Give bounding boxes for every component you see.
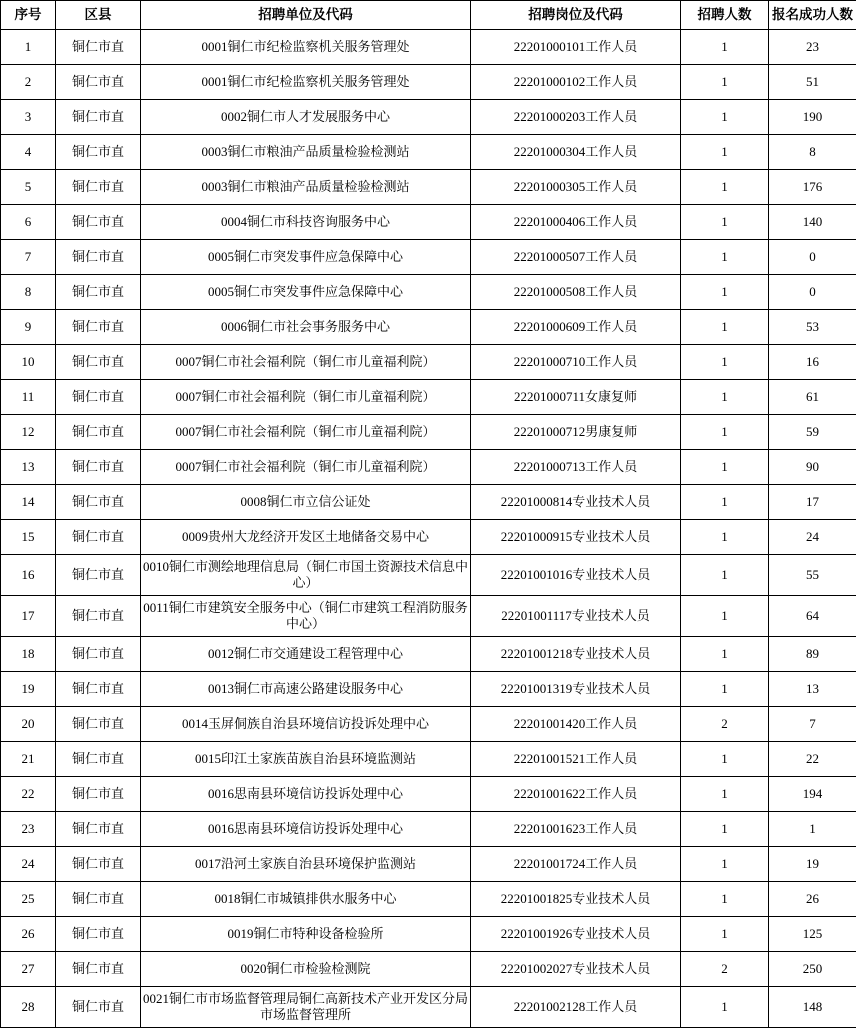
cell-index: 2	[1, 65, 56, 100]
cell-applicant-count: 7	[769, 707, 856, 742]
cell-area: 铜仁市直	[56, 240, 141, 275]
table-row	[1, 987, 856, 1028]
cell-index: 11	[1, 380, 56, 415]
cell-post: 22201000915专业技术人员	[471, 520, 681, 555]
cell-applicant-count: 17	[769, 485, 856, 520]
cell-unit: 0014玉屏侗族自治县环境信访投诉处理中心	[141, 707, 471, 742]
cell-area: 铜仁市直	[56, 30, 141, 65]
table-row	[1, 415, 856, 450]
cell-recruit-count: 1	[681, 485, 769, 520]
table-row	[1, 30, 856, 65]
cell-post: 22201000713工作人员	[471, 450, 681, 485]
cell-unit: 0016思南县环境信访投诉处理中心	[141, 812, 471, 847]
table-row	[1, 882, 856, 917]
table-row	[1, 450, 856, 485]
cell-index: 17	[1, 596, 56, 637]
cell-index: 9	[1, 310, 56, 345]
cell-unit: 0016思南县环境信访投诉处理中心	[141, 777, 471, 812]
cell-post: 22201000814专业技术人员	[471, 485, 681, 520]
cell-unit: 0005铜仁市突发事件应急保障中心	[141, 240, 471, 275]
cell-area: 铜仁市直	[56, 415, 141, 450]
table-row	[1, 672, 856, 707]
cell-recruit-count: 1	[681, 520, 769, 555]
cell-post: 22201001218专业技术人员	[471, 637, 681, 672]
cell-area: 铜仁市直	[56, 555, 141, 596]
cell-recruit-count: 1	[681, 380, 769, 415]
cell-applicant-count: 0	[769, 275, 856, 310]
table-row	[1, 100, 856, 135]
table-row	[1, 310, 856, 345]
cell-post: 22201000609工作人员	[471, 310, 681, 345]
cell-applicant-count: 22	[769, 742, 856, 777]
cell-recruit-count: 1	[681, 777, 769, 812]
cell-applicant-count: 23	[769, 30, 856, 65]
cell-recruit-count: 1	[681, 742, 769, 777]
cell-recruit-count: 1	[681, 555, 769, 596]
cell-applicant-count: 140	[769, 205, 856, 240]
cell-recruit-count: 1	[681, 205, 769, 240]
cell-recruit-count: 2	[681, 707, 769, 742]
table-row	[1, 65, 856, 100]
table-row	[1, 847, 856, 882]
column-header-post: 招聘岗位及代码	[471, 1, 681, 30]
cell-post: 22201001319专业技术人员	[471, 672, 681, 707]
cell-index: 7	[1, 240, 56, 275]
cell-recruit-count: 1	[681, 345, 769, 380]
cell-unit: 0008铜仁市立信公证处	[141, 485, 471, 520]
cell-recruit-count: 1	[681, 637, 769, 672]
cell-unit: 0003铜仁市粮油产品质量检验检测站	[141, 135, 471, 170]
cell-index: 28	[1, 987, 56, 1028]
cell-index: 16	[1, 555, 56, 596]
cell-unit: 0007铜仁市社会福利院（铜仁市儿童福利院）	[141, 450, 471, 485]
cell-index: 6	[1, 205, 56, 240]
cell-applicant-count: 148	[769, 987, 856, 1028]
cell-area: 铜仁市直	[56, 882, 141, 917]
cell-recruit-count: 1	[681, 135, 769, 170]
cell-post: 22201001926专业技术人员	[471, 917, 681, 952]
cell-post: 22201000101工作人员	[471, 30, 681, 65]
cell-post: 22201001117专业技术人员	[471, 596, 681, 637]
cell-unit: 0018铜仁市城镇排供水服务中心	[141, 882, 471, 917]
cell-applicant-count: 90	[769, 450, 856, 485]
table-row	[1, 520, 856, 555]
cell-post: 22201000507工作人员	[471, 240, 681, 275]
cell-unit: 0004铜仁市科技咨询服务中心	[141, 205, 471, 240]
cell-unit: 0006铜仁市社会事务服务中心	[141, 310, 471, 345]
cell-post: 22201000406工作人员	[471, 205, 681, 240]
cell-applicant-count: 190	[769, 100, 856, 135]
cell-area: 铜仁市直	[56, 777, 141, 812]
table-header	[1, 1, 856, 30]
cell-recruit-count: 1	[681, 987, 769, 1028]
cell-post: 22201000710工作人员	[471, 345, 681, 380]
cell-recruit-count: 1	[681, 310, 769, 345]
cell-recruit-count: 1	[681, 596, 769, 637]
cell-recruit-count: 1	[681, 275, 769, 310]
cell-area: 铜仁市直	[56, 637, 141, 672]
cell-area: 铜仁市直	[56, 847, 141, 882]
table-row	[1, 555, 856, 596]
cell-index: 5	[1, 170, 56, 205]
cell-area: 铜仁市直	[56, 917, 141, 952]
cell-unit: 0007铜仁市社会福利院（铜仁市儿童福利院）	[141, 380, 471, 415]
cell-applicant-count: 59	[769, 415, 856, 450]
cell-index: 25	[1, 882, 56, 917]
cell-area: 铜仁市直	[56, 987, 141, 1028]
cell-unit: 0001铜仁市纪检监察机关服务管理处	[141, 65, 471, 100]
cell-applicant-count: 19	[769, 847, 856, 882]
cell-recruit-count: 1	[681, 240, 769, 275]
cell-area: 铜仁市直	[56, 742, 141, 777]
cell-post: 22201000711女康复师	[471, 380, 681, 415]
cell-area: 铜仁市直	[56, 485, 141, 520]
cell-unit: 0010铜仁市测绘地理信息局（铜仁市国土资源技术信息中心）	[141, 555, 471, 596]
cell-applicant-count: 194	[769, 777, 856, 812]
cell-applicant-count: 55	[769, 555, 856, 596]
cell-area: 铜仁市直	[56, 310, 141, 345]
cell-applicant-count: 16	[769, 345, 856, 380]
cell-applicant-count: 26	[769, 882, 856, 917]
table-row	[1, 380, 856, 415]
cell-recruit-count: 1	[681, 100, 769, 135]
cell-recruit-count: 2	[681, 952, 769, 987]
table-row	[1, 275, 856, 310]
cell-applicant-count: 61	[769, 380, 856, 415]
cell-post: 22201001016专业技术人员	[471, 555, 681, 596]
column-header-unit: 招聘单位及代码	[141, 1, 471, 30]
cell-recruit-count: 1	[681, 170, 769, 205]
cell-post: 22201000102工作人员	[471, 65, 681, 100]
cell-applicant-count: 89	[769, 637, 856, 672]
cell-unit: 0020铜仁市检验检测院	[141, 952, 471, 987]
cell-unit: 0001铜仁市纪检监察机关服务管理处	[141, 30, 471, 65]
cell-area: 铜仁市直	[56, 380, 141, 415]
cell-post: 22201001521工作人员	[471, 742, 681, 777]
cell-applicant-count: 13	[769, 672, 856, 707]
cell-index: 19	[1, 672, 56, 707]
column-header-recruit-count: 招聘人数	[681, 1, 769, 30]
cell-applicant-count: 125	[769, 917, 856, 952]
cell-unit: 0002铜仁市人才发展服务中心	[141, 100, 471, 135]
cell-applicant-count: 8	[769, 135, 856, 170]
table-body	[1, 30, 856, 1028]
cell-post: 22201000203工作人员	[471, 100, 681, 135]
cell-post: 22201000712男康复师	[471, 415, 681, 450]
cell-index: 21	[1, 742, 56, 777]
cell-applicant-count: 64	[769, 596, 856, 637]
cell-index: 20	[1, 707, 56, 742]
cell-area: 铜仁市直	[56, 170, 141, 205]
cell-index: 4	[1, 135, 56, 170]
cell-applicant-count: 24	[769, 520, 856, 555]
cell-unit: 0019铜仁市特种设备检验所	[141, 917, 471, 952]
table-row	[1, 205, 856, 240]
table-row	[1, 952, 856, 987]
column-header-area: 区县	[56, 1, 141, 30]
cell-unit: 0009贵州大龙经济开发区土地储备交易中心	[141, 520, 471, 555]
cell-unit: 0007铜仁市社会福利院（铜仁市儿童福利院）	[141, 345, 471, 380]
cell-post: 22201001420工作人员	[471, 707, 681, 742]
cell-index: 23	[1, 812, 56, 847]
cell-recruit-count: 1	[681, 450, 769, 485]
cell-applicant-count: 1	[769, 812, 856, 847]
cell-index: 13	[1, 450, 56, 485]
table-row	[1, 707, 856, 742]
cell-post: 22201000304工作人员	[471, 135, 681, 170]
cell-area: 铜仁市直	[56, 520, 141, 555]
cell-recruit-count: 1	[681, 847, 769, 882]
cell-recruit-count: 1	[681, 672, 769, 707]
cell-recruit-count: 1	[681, 415, 769, 450]
cell-index: 26	[1, 917, 56, 952]
cell-unit: 0015印江土家族苗族自治县环境监测站	[141, 742, 471, 777]
cell-area: 铜仁市直	[56, 450, 141, 485]
cell-index: 3	[1, 100, 56, 135]
cell-unit: 0003铜仁市粮油产品质量检验检测站	[141, 170, 471, 205]
cell-area: 铜仁市直	[56, 596, 141, 637]
table-row	[1, 170, 856, 205]
cell-index: 8	[1, 275, 56, 310]
cell-area: 铜仁市直	[56, 952, 141, 987]
cell-post: 22201002027专业技术人员	[471, 952, 681, 987]
cell-index: 15	[1, 520, 56, 555]
cell-area: 铜仁市直	[56, 275, 141, 310]
cell-area: 铜仁市直	[56, 672, 141, 707]
cell-index: 24	[1, 847, 56, 882]
cell-unit: 0017沿河土家族自治县环境保护监测站	[141, 847, 471, 882]
table-row	[1, 485, 856, 520]
cell-recruit-count: 1	[681, 65, 769, 100]
cell-index: 14	[1, 485, 56, 520]
cell-index: 22	[1, 777, 56, 812]
cell-index: 18	[1, 637, 56, 672]
header-row	[1, 1, 856, 30]
cell-area: 铜仁市直	[56, 812, 141, 847]
cell-index: 12	[1, 415, 56, 450]
table-row	[1, 742, 856, 777]
cell-applicant-count: 0	[769, 240, 856, 275]
cell-area: 铜仁市直	[56, 65, 141, 100]
cell-post: 22201002128工作人员	[471, 987, 681, 1028]
cell-recruit-count: 1	[681, 882, 769, 917]
table-row	[1, 596, 856, 637]
cell-post: 22201000305工作人员	[471, 170, 681, 205]
cell-applicant-count: 53	[769, 310, 856, 345]
table-row	[1, 345, 856, 380]
cell-area: 铜仁市直	[56, 345, 141, 380]
cell-recruit-count: 1	[681, 30, 769, 65]
cell-applicant-count: 176	[769, 170, 856, 205]
cell-applicant-count: 51	[769, 65, 856, 100]
cell-area: 铜仁市直	[56, 205, 141, 240]
cell-area: 铜仁市直	[56, 707, 141, 742]
cell-index: 1	[1, 30, 56, 65]
cell-post: 22201001825专业技术人员	[471, 882, 681, 917]
cell-applicant-count: 250	[769, 952, 856, 987]
table-row	[1, 135, 856, 170]
cell-unit: 0013铜仁市高速公路建设服务中心	[141, 672, 471, 707]
cell-recruit-count: 1	[681, 917, 769, 952]
table-row	[1, 637, 856, 672]
cell-index: 27	[1, 952, 56, 987]
cell-unit: 0012铜仁市交通建设工程管理中心	[141, 637, 471, 672]
cell-unit: 0005铜仁市突发事件应急保障中心	[141, 275, 471, 310]
column-header-applicant-count: 报名成功人数	[769, 1, 856, 30]
cell-recruit-count: 1	[681, 812, 769, 847]
cell-index: 10	[1, 345, 56, 380]
table-row	[1, 777, 856, 812]
cell-area: 铜仁市直	[56, 100, 141, 135]
column-header-index: 序号	[1, 1, 56, 30]
table-row	[1, 240, 856, 275]
cell-post: 22201001623工作人员	[471, 812, 681, 847]
cell-unit: 0011铜仁市建筑安全服务中心（铜仁市建筑工程消防服务中心）	[141, 596, 471, 637]
cell-unit: 0021铜仁市市场监督管理局铜仁高新技术产业开发区分局市场监督管理所	[141, 987, 471, 1028]
table-row	[1, 812, 856, 847]
cell-post: 22201000508工作人员	[471, 275, 681, 310]
cell-area: 铜仁市直	[56, 135, 141, 170]
cell-post: 22201001622工作人员	[471, 777, 681, 812]
cell-unit: 0007铜仁市社会福利院（铜仁市儿童福利院）	[141, 415, 471, 450]
cell-post: 22201001724工作人员	[471, 847, 681, 882]
